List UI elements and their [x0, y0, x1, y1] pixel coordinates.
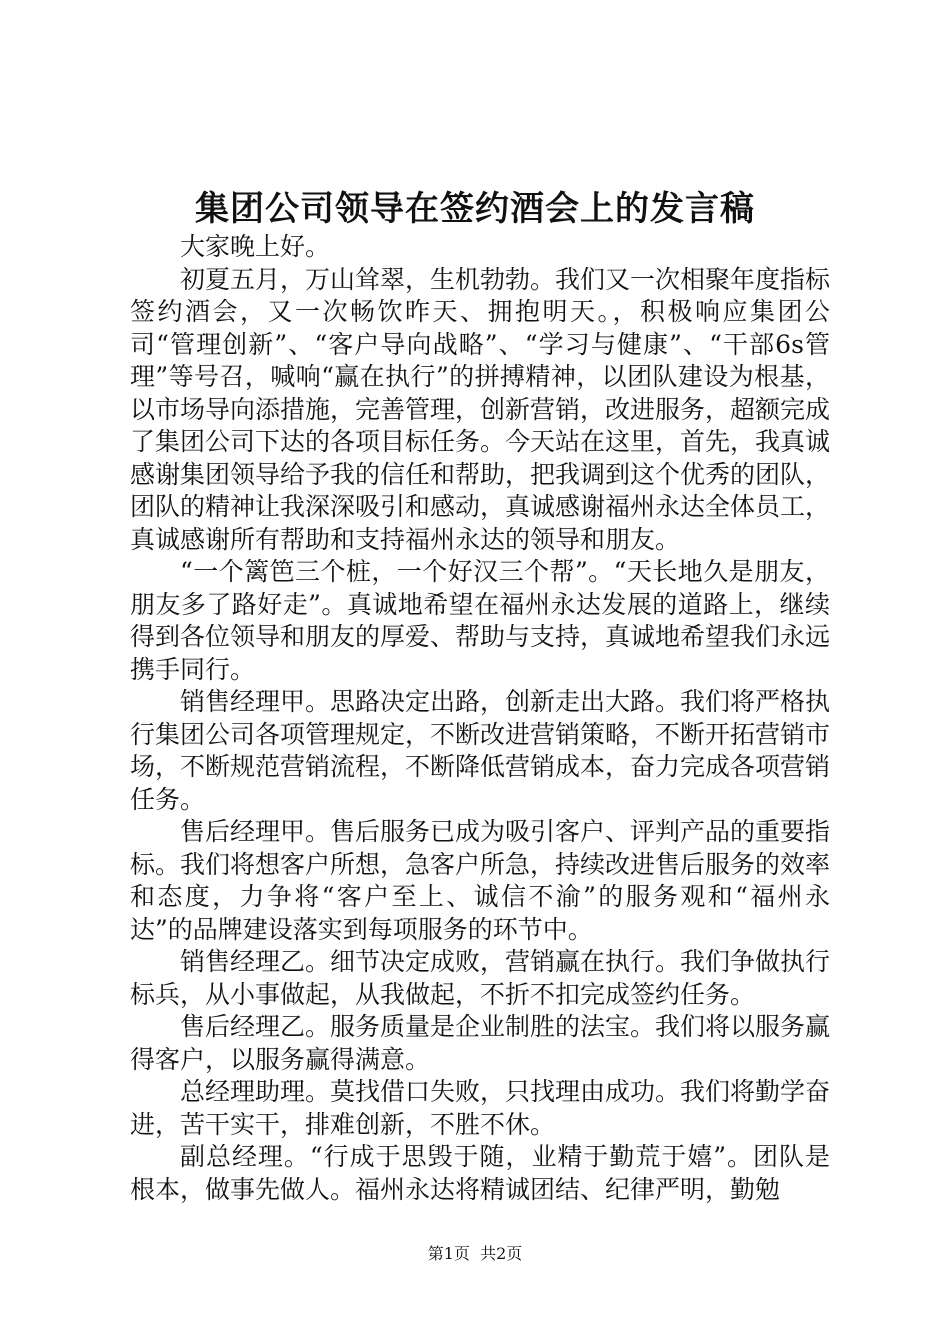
document-body: [130, 231, 830, 1206]
paragraph-greeting: 大家晚上好。: [180, 232, 331, 261]
paragraph-sales-manager-a: 销售经理甲。思路决定出路，创新走出大路。我们将严格执行集团公司各项管理规定，不断改进营销策略，不断开拓营销市场，不断规范营销流程，不断降低营销成本，奋力完成各项营销任务。: [130, 687, 831, 814]
paragraph-aftersales-manager-a: 售后经理甲。售后服务已成为吸引客户、评判产品的重要指标。我们将想客户所想，急客户所急，持续改进售后服务的效率和态度，力争将“客户至上、诚信不渝”的服务观和“福州永达”的品牌建设落实到每项服务的环节中。: [130, 817, 831, 944]
document-title: 集团公司领导在签约酒会上的发言稿: [195, 189, 755, 229]
paragraph-aftersales-manager-b: 售后经理乙。服务质量是企业制胜的法宝。我们将以服务赢得客户，以服务赢得满意。: [130, 1012, 831, 1074]
paragraph-deputy-gm: 副总经理。“行成于思毁于随，业精于勤荒于嬉”。团队是根本，做事先做人。福州永达将精诚团结、纪律严明，勤勉: [130, 1142, 830, 1204]
page-number: 第1页: [427, 1244, 470, 1263]
page-footer: [0, 1243, 950, 1265]
page-total: 共2页: [480, 1244, 523, 1263]
paragraph-sales-manager-b: 销售经理乙。细节决定成败，营销赢在执行。我们争做执行标兵，从小事做起，从我做起，不折不扣完成签约任务。: [130, 947, 831, 1009]
paragraph-opening: 初夏五月，万山耸翠，生机勃勃。我们又一次相聚年度指标签约酒会，又一次畅饮昨天、拥抱明天。，积极响应集团公司“管理创新”、“客户导向战略”、“学习与健康”、“干部6s管理”等号召，喊响“赢在执行”的拼搏精神，以团队建设为根基，以市场导向添措施，完善管理，创新营销，改进服务，超额完成了集团公司下达的各项目标任务。今天站在这里，首先，我真诚感谢集团领导给予我的信任和帮助，把我调到这个优秀的团队，团队的精神让我深深吸引和感动，真诚感谢福州永达全体员工，真诚感谢所有帮助和支持福州永达的领导和朋友。: [130, 264, 831, 554]
paragraph-proverb: “一个篱笆三个桩，一个好汉三个帮”。“天长地久是朋友，朋友多了路好走”。真诚地希望在福州永达发展的道路上，继续得到各位领导和朋友的厚爱、帮助与支持，真诚地希望我们永远携手同行。: [130, 557, 831, 684]
paragraph-gm-assistant: 总经理助理。莫找借口失败，只找理由成功。我们将勤学奋进，苦干实干，排难创新，不胜不休。: [130, 1077, 831, 1139]
